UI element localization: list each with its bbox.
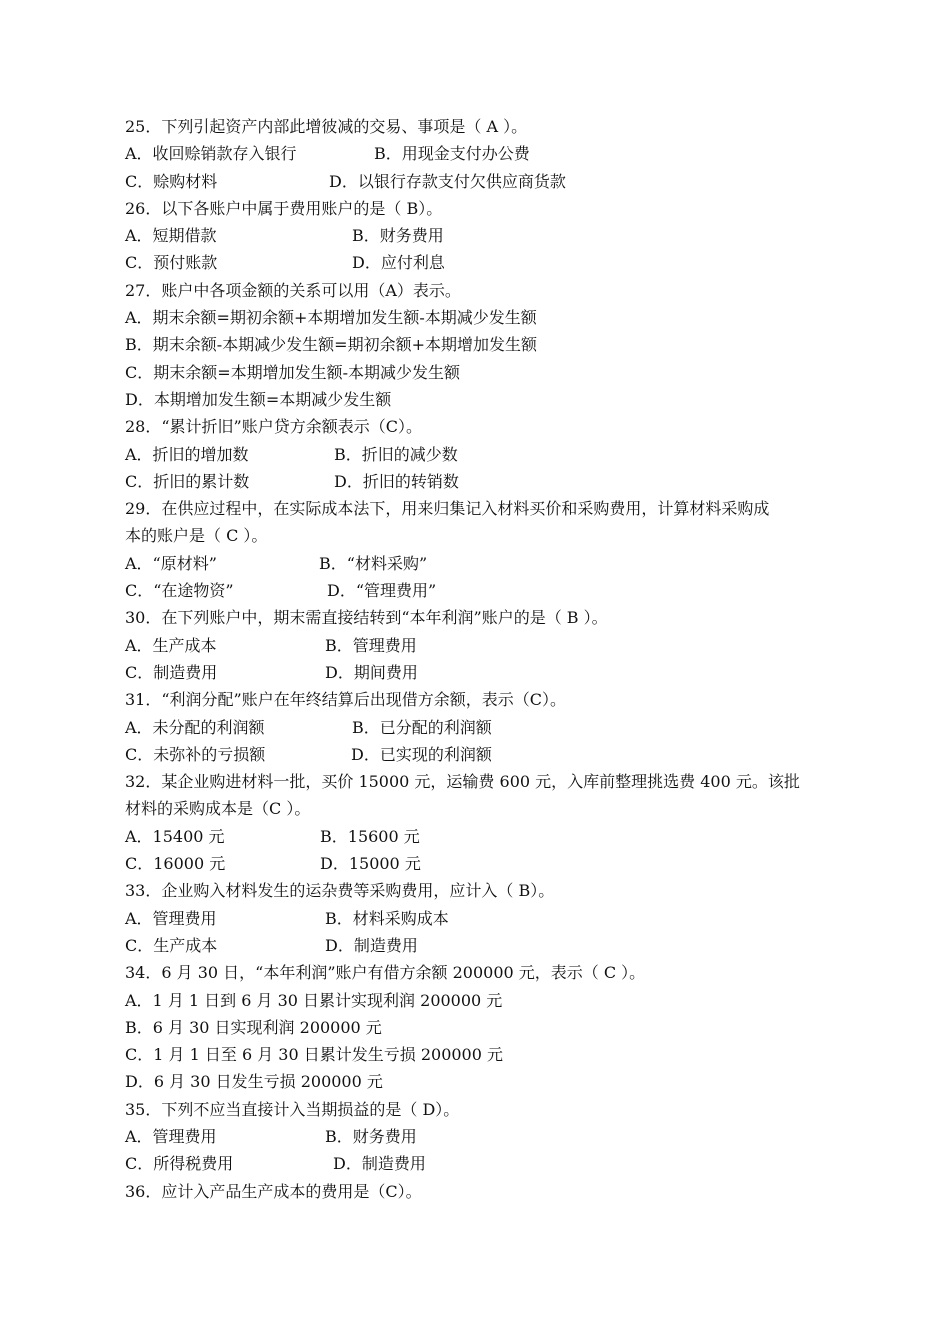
options-row bbox=[125, 550, 835, 577]
options-row bbox=[125, 468, 835, 495]
option-b: B．财务费用 bbox=[325, 1126, 417, 1146]
option-a: A．生产成本 bbox=[125, 635, 217, 655]
options-row bbox=[125, 140, 835, 167]
option-d: D．以银行存款支付欠供应商货款 bbox=[329, 171, 566, 191]
options-row bbox=[125, 441, 835, 468]
option-c: C．制造费用 bbox=[125, 662, 218, 682]
option-a: A．15400 元 bbox=[125, 826, 225, 846]
question-29: 29．在供应过程中，在实际成本法下，用来归集记入材料买价和采购费用，计算材料采购成 bbox=[125, 499, 770, 519]
option-d: D．15000 元 bbox=[320, 854, 421, 874]
options-row bbox=[125, 741, 835, 768]
question-list bbox=[125, 113, 835, 1205]
question-34: 34．6 月 30 日，“本年利润”账户有借方余额 200000 元，表示（ C ）。 bbox=[125, 963, 646, 983]
option-c: C．赊购材料 bbox=[125, 171, 218, 191]
options-row bbox=[125, 659, 835, 686]
question-26: 26．以下各账户中属于费用账户的是（ B）。 bbox=[125, 198, 443, 218]
options-row bbox=[125, 714, 835, 741]
option-b: B．用现金支付办公费 bbox=[374, 144, 530, 164]
question-36: 36．应计入产品生产成本的费用是（C）。 bbox=[125, 1181, 422, 1201]
option-c: C．“在途物资” bbox=[125, 581, 234, 601]
option-d: D．“管理费用” bbox=[327, 581, 437, 601]
option-a: A．期末余额=期初余额+本期增加发生额-本期减少发生额 bbox=[125, 308, 537, 328]
option-c: C．生产成本 bbox=[125, 935, 218, 955]
question-27: 27．账户中各项金额的关系可以用（A）表示。 bbox=[125, 280, 461, 300]
option-c: C．折旧的累计数 bbox=[125, 471, 250, 491]
option-d: D．制造费用 bbox=[333, 1154, 426, 1174]
options-row bbox=[125, 823, 835, 850]
options-row bbox=[125, 577, 835, 604]
options-row bbox=[125, 932, 835, 959]
options-row bbox=[125, 632, 835, 659]
question-28: 28．“累计折旧”账户贷方余额表示（C）。 bbox=[125, 417, 422, 437]
options-row bbox=[125, 1123, 835, 1150]
options-row bbox=[125, 905, 835, 932]
option-b: B．管理费用 bbox=[325, 635, 417, 655]
option-d: D．本期增加发生额=本期减少发生额 bbox=[125, 389, 392, 409]
option-a: A．“原材料” bbox=[125, 553, 217, 573]
option-b: B．期末余额-本期减少发生额=期初余额+本期增加发生额 bbox=[125, 335, 537, 355]
option-a: A．短期借款 bbox=[125, 226, 217, 246]
option-c: C．16000 元 bbox=[125, 854, 226, 874]
option-c: C．所得税费用 bbox=[125, 1154, 234, 1174]
option-c: C．预付账款 bbox=[125, 253, 218, 273]
question-32: 32．某企业购进材料一批，买价 15000 元，运输费 600 元，入库前整理挑选费 400 元。该批 bbox=[125, 772, 800, 792]
question-32-continued: 材料的采购成本是（C ）。 bbox=[125, 799, 311, 819]
option-d: D．6 月 30 日发生亏损 200000 元 bbox=[125, 1072, 383, 1092]
option-d: D．期间费用 bbox=[325, 662, 418, 682]
option-b: B．“材料采购” bbox=[319, 553, 428, 573]
option-a: A．1 月 1 日到 6 月 30 日累计实现利润 200000 元 bbox=[125, 990, 503, 1010]
option-d: D．折旧的转销数 bbox=[334, 471, 459, 491]
option-b: B．已分配的利润额 bbox=[352, 717, 492, 737]
option-a: A．管理费用 bbox=[125, 908, 217, 928]
option-b: B．折旧的减少数 bbox=[334, 444, 458, 464]
option-b: B．财务费用 bbox=[352, 226, 444, 246]
option-b: B．材料采购成本 bbox=[325, 908, 449, 928]
option-d: D．制造费用 bbox=[325, 935, 418, 955]
option-c: C．1 月 1 日至 6 月 30 日累计发生亏损 200000 元 bbox=[125, 1045, 503, 1065]
options-row bbox=[125, 1150, 835, 1177]
question-35: 35．下列不应当直接计入当期损益的是（ D）。 bbox=[125, 1099, 460, 1119]
option-b: B．6 月 30 日实现利润 200000 元 bbox=[125, 1017, 382, 1037]
option-d: D．应付利息 bbox=[352, 253, 445, 273]
option-a: A．未分配的利润额 bbox=[125, 717, 265, 737]
option-b: B．15600 元 bbox=[320, 826, 420, 846]
option-c: C．期末余额=本期增加发生额-本期减少发生额 bbox=[125, 362, 461, 382]
options-row bbox=[125, 222, 835, 249]
options-row bbox=[125, 168, 835, 195]
options-row bbox=[125, 249, 835, 276]
option-a: A．折旧的增加数 bbox=[125, 444, 249, 464]
question-25: 25．下列引起资产内部此增彼减的交易、事项是（ A ）。 bbox=[125, 117, 528, 136]
options-row bbox=[125, 850, 835, 877]
question-31: 31．“利润分配”账户在年终结算后出现借方余额，表示（C）。 bbox=[125, 690, 566, 710]
question-33: 33．企业购入材料发生的运杂费等采购费用，应计入（ B）。 bbox=[125, 881, 555, 901]
question-30: 30．在下列账户中，期末需直接结转到“本年利润”账户的是（ B ）。 bbox=[125, 608, 608, 628]
option-a: A．管理费用 bbox=[125, 1126, 217, 1146]
option-a: A．收回赊销款存入银行 bbox=[125, 144, 297, 164]
option-d: D．已实现的利润额 bbox=[351, 744, 492, 764]
option-c: C．未弥补的亏损额 bbox=[125, 744, 266, 764]
question-29-continued: 本的账户是（ C ）。 bbox=[125, 526, 268, 546]
